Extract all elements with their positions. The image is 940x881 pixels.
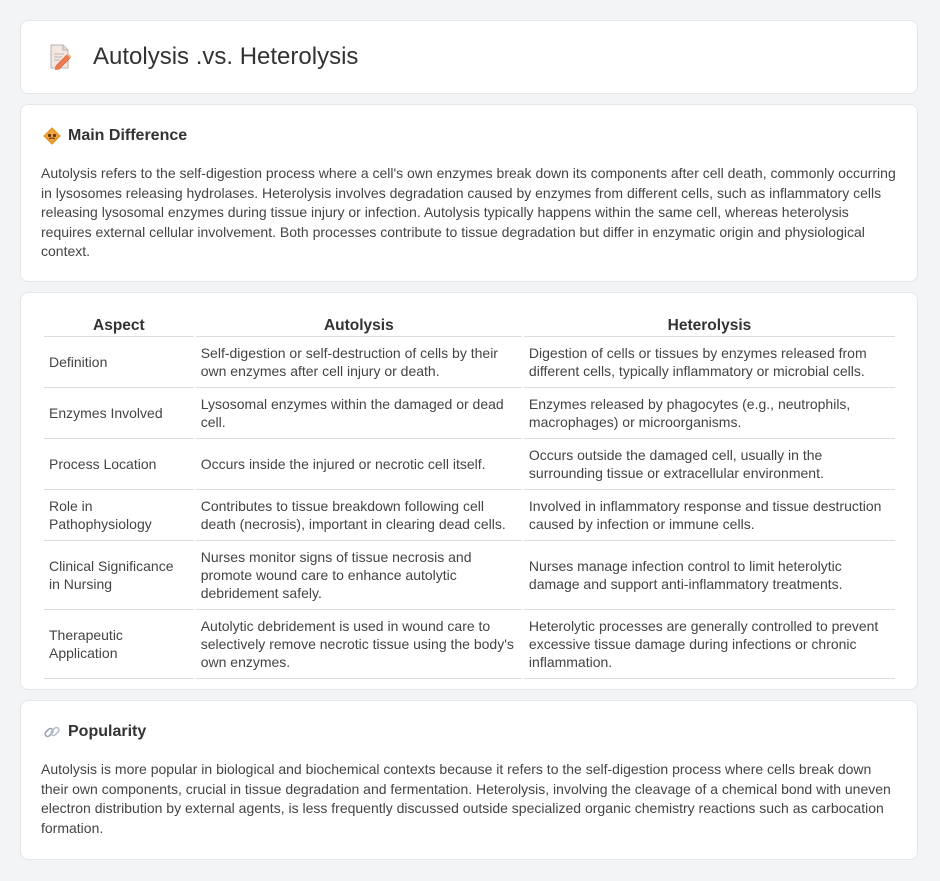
table-row (44, 610, 895, 679)
popularity-title: Popularity (68, 723, 147, 740)
title-row (47, 43, 358, 71)
table-cell-heterolysis: Heterolytic processes are generally controlled to prevent excessive tissue damage during infections or chronic inflammation. (524, 610, 895, 679)
comparison-table-card (20, 292, 918, 690)
table-row (44, 490, 895, 541)
table-cell-aspect: Enzymes Involved (44, 388, 194, 439)
table-cell-autolysis: Self-digestion or self-destruction of cells by their own enzymes after cell injury or death. (196, 337, 522, 388)
table-row (44, 388, 895, 439)
link-icon (43, 723, 61, 741)
column-header-aspect: Aspect (44, 315, 194, 337)
table-cell-aspect: Clinical Significance in Nursing (44, 541, 194, 610)
table-cell-heterolysis: Involved in inflammatory response and tissue destruction caused by infection or immune cells. (524, 490, 895, 541)
popularity-heading (43, 723, 146, 741)
table-row (44, 337, 895, 388)
page-title: Autolysis .vs. Heterolysis (93, 43, 359, 70)
header-card (20, 20, 918, 94)
main-difference-heading (43, 127, 187, 145)
table-row (44, 439, 895, 490)
popularity-card (20, 700, 918, 860)
table-cell-aspect: Definition (44, 337, 194, 388)
main-difference-title: Main Difference (68, 127, 188, 144)
table-cell-heterolysis: Enzymes released by phagocytes (e.g., neutrophils, macrophages) or microorganisms. (524, 388, 895, 439)
popularity-text: Autolysis is more popular in biological and biochemical contexts because it refers to the self-digestion process where cells break down their own components, crucial in tissue degradation and fermentation. Heterolysis, involving the cleavage of a chemical bond with uneven electron distribution by external agents, is less frequently discussed outside specialized organic chemistry reactions such as carbocation formation. (41, 761, 891, 836)
column-header-heterolysis: Heterolysis (524, 315, 895, 337)
table-cell-heterolysis: Nurses manage infection control to limit heterolytic damage and support anti-inflammatory treatments. (524, 541, 895, 610)
table-cell-aspect: Role in Pathophysiology (44, 490, 194, 541)
table-cell-heterolysis: Digestion of cells or tissues by enzymes released from different cells, typically inflammatory or microbial cells. (524, 337, 895, 388)
table-cell-aspect: Therapeutic Application (44, 610, 194, 679)
document-pencil-icon (47, 43, 73, 71)
table-cell-heterolysis: Occurs outside the damaged cell, usually in the surrounding tissue or extracellular environment. (524, 439, 895, 490)
table-cell-autolysis: Lysosomal enzymes within the damaged or dead cell. (196, 388, 522, 439)
warning-diamond-icon (43, 127, 61, 145)
table-cell-autolysis: Contributes to tissue breakdown following cell death (necrosis), important in clearing dead cells. (196, 490, 522, 541)
table-cell-autolysis: Nurses monitor signs of tissue necrosis and promote wound care to enhance autolytic debridement safely. (196, 541, 522, 610)
comparison-table (42, 315, 897, 679)
main-difference-text: Autolysis refers to the self-digestion process where a cell's own enzymes break down its components after cell death, commonly occurring in lysosomes releasing hydrolases. Heterolysis involves degradation caused by enzymes from different cells, such as inflammatory cells releasing lysosomal enzymes during tissue injury or infection. Autolysis typically happens within the same cell, whereas heterolysis requires external cellular involvement. Both processes contribute to tissue degradation but differ in enzymatic origin and physiological context. (41, 165, 896, 260)
table-cell-autolysis: Occurs inside the injured or necrotic cell itself. (196, 439, 522, 490)
table-row (44, 541, 895, 610)
table-header-row (44, 315, 895, 337)
table-cell-autolysis: Autolytic debridement is used in wound care to selectively remove necrotic tissue using the body's own enzymes. (196, 610, 522, 679)
column-header-autolysis: Autolysis (196, 315, 522, 337)
main-difference-card (20, 104, 918, 282)
table-cell-aspect: Process Location (44, 439, 194, 490)
